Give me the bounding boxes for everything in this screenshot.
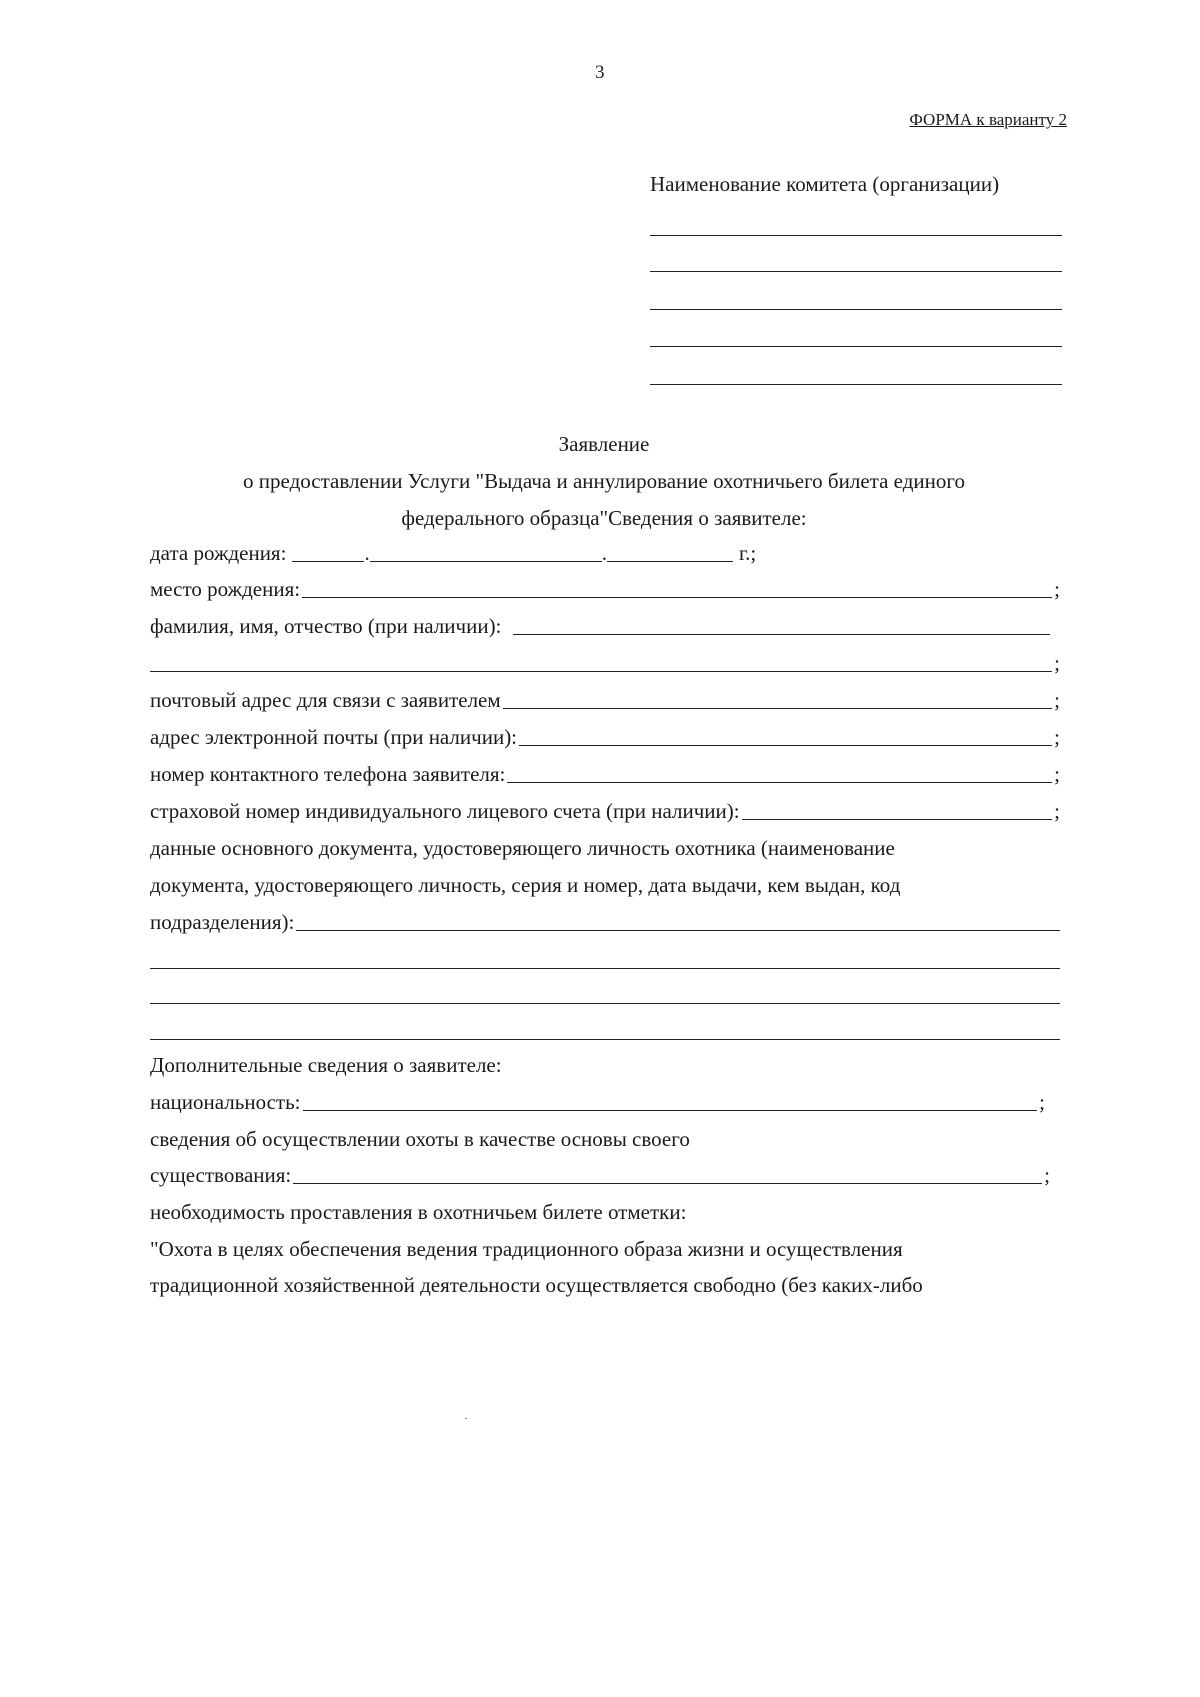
birth-date-separator-1: . bbox=[364, 541, 370, 565]
hunting-basis-input[interactable] bbox=[293, 1182, 1042, 1184]
scan-speck bbox=[465, 1418, 467, 1419]
snils-label: страховой номер индивидуального лицевого счета (при наличии): bbox=[150, 799, 740, 823]
snils-field bbox=[150, 798, 1060, 824]
hunting-basis-field bbox=[150, 1162, 1050, 1188]
birth-day-input[interactable] bbox=[292, 560, 364, 562]
id-document-label: подразделения): bbox=[150, 910, 295, 934]
form-reference: ФОРМА к варианту 2 bbox=[909, 110, 1067, 129]
nationality-input[interactable] bbox=[303, 1109, 1038, 1111]
id-document-text-line-1: данные основного документа, удостоверяющего личность охотника (наименование bbox=[150, 836, 895, 860]
id-document-text-line-2: документа, удостоверяющего личность, серия и номер, дата выдачи, кем выдан, код bbox=[150, 873, 901, 897]
full-name-continuation bbox=[150, 650, 1060, 676]
birth-month-input[interactable] bbox=[370, 560, 602, 562]
birth-place-label: место рождения: bbox=[150, 577, 301, 601]
phone-field bbox=[150, 761, 1060, 787]
committee-line-4[interactable] bbox=[650, 346, 1062, 347]
phone-input[interactable] bbox=[507, 781, 1052, 783]
birth-year-input[interactable] bbox=[607, 560, 733, 562]
birth-place-input[interactable] bbox=[302, 596, 1052, 598]
phone-label: номер контактного телефона заявителя: bbox=[150, 762, 506, 786]
id-document-input[interactable] bbox=[296, 929, 1060, 931]
birth-date-suffix: г.; bbox=[738, 541, 757, 565]
nationality-label: национальность: bbox=[150, 1090, 301, 1114]
full-name-field bbox=[150, 613, 1060, 639]
id-document-input-line-4[interactable] bbox=[150, 1039, 1060, 1040]
id-document-input-line-3[interactable] bbox=[150, 1003, 1060, 1004]
email-field bbox=[150, 724, 1060, 750]
birth-place-field bbox=[150, 576, 1060, 602]
phone-terminator: ; bbox=[1054, 762, 1060, 786]
hunting-basis-terminator: ; bbox=[1044, 1163, 1050, 1187]
email-terminator: ; bbox=[1054, 725, 1060, 749]
birth-place-terminator: ; bbox=[1054, 577, 1060, 601]
mark-needed-label: необходимость проставления в охотничьем билете отметки: bbox=[150, 1200, 687, 1224]
statement-subtitle-line-2: федерального образца"Сведения о заявителе: bbox=[401, 506, 807, 530]
snils-terminator: ; bbox=[1054, 799, 1060, 823]
snils-input[interactable] bbox=[742, 818, 1053, 820]
additional-info-heading: Дополнительные сведения о заявителе: bbox=[150, 1053, 502, 1077]
nationality-terminator: ; bbox=[1039, 1090, 1045, 1114]
postal-address-label: почтовый адрес для связи с заявителем bbox=[150, 688, 501, 712]
email-input[interactable] bbox=[519, 744, 1052, 746]
nationality-field bbox=[150, 1089, 1045, 1115]
email-label: адрес электронной почты (при наличии): bbox=[150, 725, 518, 749]
committee-line-1[interactable] bbox=[650, 235, 1062, 236]
id-document-input-line-2[interactable] bbox=[150, 968, 1060, 969]
page-number: 3 bbox=[595, 62, 605, 83]
hunting-basis-label: существования: bbox=[150, 1163, 292, 1187]
birth-date-separator-2: . bbox=[601, 541, 607, 565]
full-name-input-line-2[interactable] bbox=[150, 670, 1052, 672]
full-name-input[interactable] bbox=[513, 633, 1050, 635]
statement-subtitle-line-1: о предоставлении Услуги "Выдача и аннулирование охотничьего билета единого bbox=[243, 469, 965, 493]
postal-address-input[interactable] bbox=[503, 707, 1053, 709]
statement-title: Заявление bbox=[558, 432, 650, 456]
hunting-basis-text: сведения об осуществлении охоты в качестве основы своего bbox=[150, 1127, 690, 1151]
full-name-terminator: ; bbox=[1054, 651, 1060, 675]
full-name-label: фамилия, имя, отчество (при наличии): bbox=[150, 614, 502, 638]
committee-line-3[interactable] bbox=[650, 309, 1062, 310]
id-document-field bbox=[150, 909, 1060, 935]
committee-title: Наименование комитета (организации) bbox=[650, 172, 1000, 196]
postal-address-terminator: ; bbox=[1054, 688, 1060, 712]
quote-line-2: традиционной хозяйственной деятельности осуществляется свободно (без каких-либо bbox=[150, 1273, 923, 1297]
committee-line-2[interactable] bbox=[650, 271, 1062, 272]
birth-date-field bbox=[150, 540, 756, 566]
birth-date-label: дата рождения: bbox=[150, 541, 287, 565]
quote-line-1: "Охота в целях обеспечения ведения традиционного образа жизни и осуществления bbox=[150, 1237, 903, 1261]
committee-line-5[interactable] bbox=[650, 384, 1062, 385]
postal-address-field bbox=[150, 687, 1060, 713]
